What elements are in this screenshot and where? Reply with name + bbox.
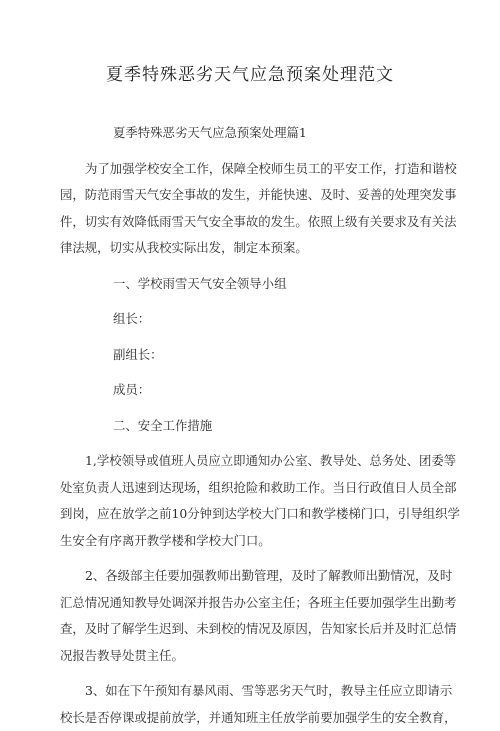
paragraph-line: 到岗，应在放学之前10分钟到达学校大门口和教学楼梯门口，引导组织学: [60, 501, 442, 528]
measure-item-3: [60, 678, 442, 731]
paragraph-line: 园，防范雨雪天气安全事故的发生，并能快速、及时、妥善的处理突发事: [60, 182, 442, 209]
paragraph-line: 汇总情况通知教导处调深并报告办公室主任；各班主任要加强学生出勤考: [60, 590, 442, 617]
members-label: 成员：: [88, 377, 436, 404]
paragraph-line: 生安全有序离开教学楼和学校大门口。: [60, 528, 442, 555]
intro-paragraph: [60, 156, 442, 262]
paragraph-line: 况报告教导处贯主任。: [60, 643, 442, 670]
vice-leader-label: 副组长：: [88, 342, 436, 369]
section-heading-measures: 二、安全工作措施: [88, 413, 436, 440]
section-heading-leadership: 一、学校雨雪天气安全领导小组: [88, 271, 436, 298]
paragraph-line: 件，切实有效降低雨雪天气安全事故的发生。依照上级有关要求及有关法: [60, 209, 442, 236]
paragraph-line: 律法规，切实从我校实际出发，制定本预案。: [60, 235, 442, 262]
measure-item-1: [60, 448, 442, 554]
paragraph-line: 处室负责人迅速到达现场，组织抢险和救助工作。当日行政值日人员全部: [60, 475, 442, 502]
paragraph-line: 3、如在下午预知有暴风雨、雪等恶劣天气时，教导主任应立即请示: [60, 678, 442, 705]
document-title: 夏季特殊恶劣天气应急预案处理范文: [64, 0, 436, 90]
paragraph-line: 校长是否停课或提前放学，并通知班主任放学前要加强学生的安全教育，: [60, 705, 442, 731]
paragraph-line: 2、各级部主任要加强教师出勤管理，及时了解教师出勤情况，及时: [60, 563, 442, 590]
document-body: [88, 120, 436, 731]
paragraph-line: 1,学校领导或值班人员应立即通知办公室、教导处、总务处、团委等: [60, 448, 442, 475]
measure-item-2: [60, 563, 442, 669]
paragraph-line: 查，及时了解学生迟到、未到校的情况及原因，告知家长后并及时汇总情: [60, 616, 442, 643]
document-subtitle: 夏季特殊恶劣天气应急预案处理篇1: [88, 120, 436, 147]
paragraph-line: 为了加强学校安全工作，保障全校师生员工的平安工作，打造和谐校: [60, 156, 442, 183]
leader-label: 组长：: [88, 306, 436, 333]
